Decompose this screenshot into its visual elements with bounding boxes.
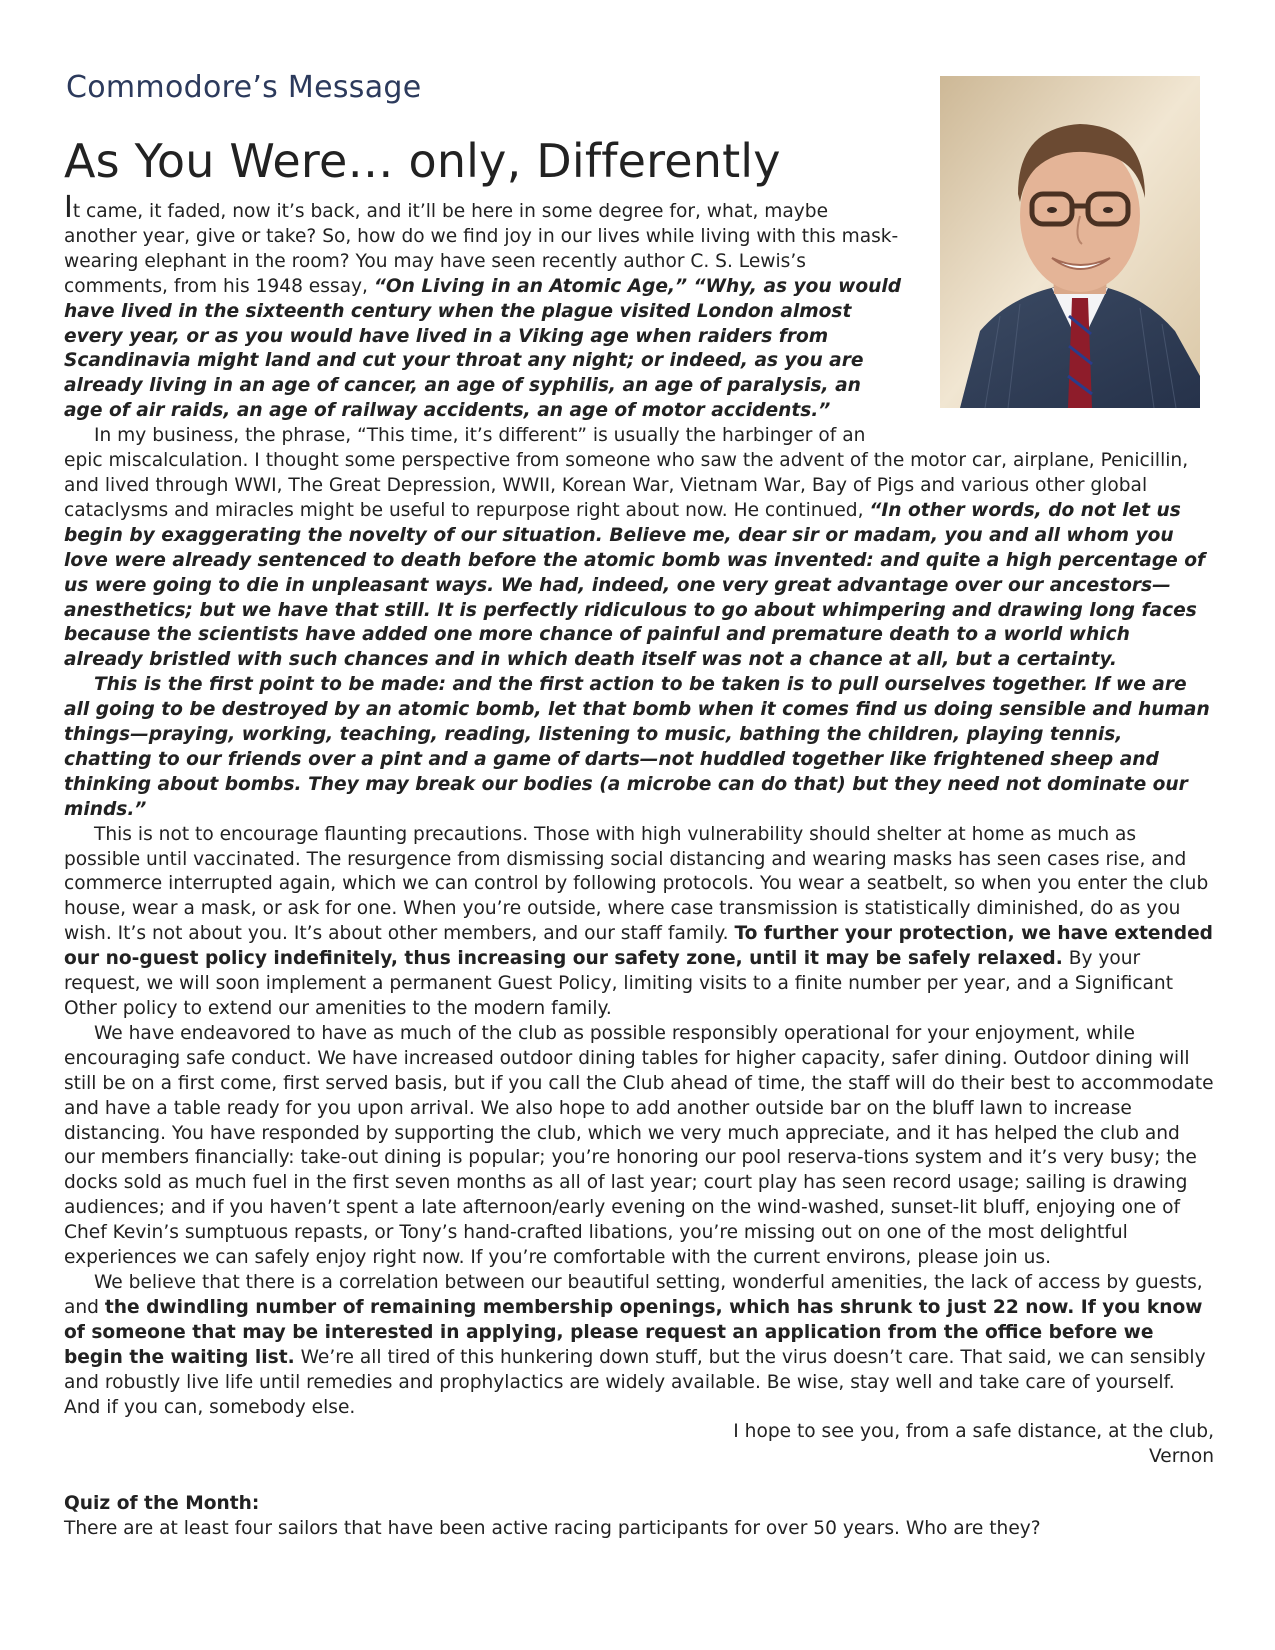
drop-cap: I bbox=[64, 190, 73, 225]
article-body bbox=[64, 190, 1214, 1542]
paragraph-4-text-2: By your request, we will soon implement a permanent Guest Policy, limiting visits to a finite number per year, and a Significant Other policy to extend our amenities to the modern family. bbox=[64, 948, 1173, 1019]
paragraph-5: We have endeavored to have as much of the club as possible responsibly operational for your enjoyment, while encouraging safe conduct. We have increased outdoor dining tables for higher capacity, safer dining. Outdoor dining will still be on a first come, first served basis, but if you call the Club ahead of time, the staff will do their best to accommodate and have a table ready for you upon arrival. We also hope to add another outside bar on the bluff lawn to increase distancing. You have responded by supporting the club, which we very much appreciate, and it has helped the club and our members financially: take-out dining is popular; you’re honoring our pool reserva-tions system and it’s very busy; the docks sold as much fuel in the first seven months as all of last year; court play has seen record usage; sailing is drawing audiences; and if you haven’t spent a late afternoon/early evening on the wind-washed, sunset-lit bluff, enjoying one of Chef Kevin’s sumptuous repasts, or Tony’s hand-crafted libations, you’re missing out on one of the most delightful experiences we can safely enjoy right now. If you’re comfortable with the current environs, please join us. bbox=[64, 1022, 1214, 1269]
paragraph-2-first-line: In my business, the phrase, “This time, it’s different” is usually the harbinger of an bbox=[94, 425, 866, 447]
quiz-title: Quiz of the Month: bbox=[64, 1493, 260, 1515]
signoff-line: I hope to see you, from a safe distance, at the club, bbox=[733, 1421, 1214, 1443]
paragraph-4 bbox=[64, 823, 1214, 1022]
paragraph-6 bbox=[64, 1271, 1214, 1420]
lewis-quote-2: “In other words, do not let us begin by exaggerating the novelty of our situation. Believe me, dear sir or madam, you and all whom you love were already sentenced to death before the atomic bomb was invented: and quite a high percentage of us were going to die in unpleasant ways. We had, indeed, one very great advantage over our ancestors—anesthetics; but we have that still. It is perfectly ridiculous to go about whimpering and drawing long faces because the scientists have added one more chance of painful and premature death to a world which already bristled with such chances and in which death itself was not a chance at all, but a certainty. bbox=[64, 499, 1206, 671]
membership-emphasis: the dwindling number of remaining membership openings, which has shrunk to just 22 now. If you know of someone that may be interested in applying, please request an application from the office before we begin the waiting list. bbox=[64, 1296, 1203, 1368]
paragraph-6-text-1: We believe that there is a correlation between our beautiful setting, wonderful amenities, the lack of access by guests, and bbox=[64, 1271, 1203, 1318]
paragraph-6-text-2: We’re all tired of this hunkering down stuff, but the virus doesn’t care. That said, we can sensibly and robustly live life until remedies and prophylactics are widely available. Be wise, stay well and take care of yourself. And if you can, somebody else. bbox=[64, 1346, 1206, 1418]
article-headline: As You Were… only, Differently bbox=[64, 134, 781, 188]
lewis-quote-1: “On Living in an Atomic Age,” “Why, as you would have lived in the sixteenth century when the plague visited London almost every year, or as you would have lived in a Viking age when raiders from Scandinavia might land and cut your throat any night; or indeed, as you are already living in an age of cancer, an age of syphilis, an age of paralysis, an age of air raids, an age of railway accidents, an age of motor accidents.” bbox=[64, 275, 902, 422]
quiz-question: There are at least four sailors that have been active racing participants for over 50 years. Who are they? bbox=[64, 1518, 1041, 1540]
paragraph-2 bbox=[64, 449, 1214, 673]
paragraph-1-text: t came, it faded, now it’s back, and it’ll be here in some degree for, what, maybe another year, give or take? So, how do we find joy in our lives while living with this mask-wearing elephant in the room? You may have seen recently author C. S. Lewis’s comments, from his 1948 essay, bbox=[64, 201, 899, 297]
paragraph-3-quote: This is the first point to be made: and the first action to be taken is to pull ourselves together. If we are all going to be destroyed by an atomic bomb, let that bomb when it comes find us doing sensible and human things—praying, working, teaching, reading, listening to music, bathing the children, playing tennis, chatting to our friends over a pint and a game of darts—not huddled together like frightened sheep and thinking about bombs. They may break our bodies (a microbe can do that) but they need not dominate our minds.” bbox=[64, 674, 1210, 820]
paragraph-2-text: epic miscalculation. I thought some perspective from someone who saw the advent of the motor car, airplane, Penicillin, and lived through WWI, The Great Depression, WWII, Korean War, Vietnam War, Bay of Pigs and various other global cataclysms and miracles might be useful to repurpose right about now. He continued, bbox=[64, 450, 1189, 521]
paragraph-1 bbox=[64, 190, 902, 424]
guest-policy-emphasis: To further your protection, we have extended our no-guest policy indefinitely, thus increasing our safety zone, until it may be safely relaxed. bbox=[64, 923, 1213, 970]
signoff-name: Vernon bbox=[1149, 1446, 1214, 1468]
paragraph-4-text-1: This is not to encourage flaunting precautions. Those with high vulnerability should shelter at home as much as possible until vaccinated. The resurgence from dismissing social distancing and wearing masks has seen cases rise, and commerce interrupted again, which we can control by following protocols. You wear a seatbelt, so when you enter the club house, wear a mask, or ask for one. When you’re outside, where case transmission is statistically diminished, do as you wish. It’s not about you. It’s about other members, and our staff family. bbox=[64, 823, 1209, 945]
section-label: Commodore’s Message bbox=[66, 70, 422, 105]
